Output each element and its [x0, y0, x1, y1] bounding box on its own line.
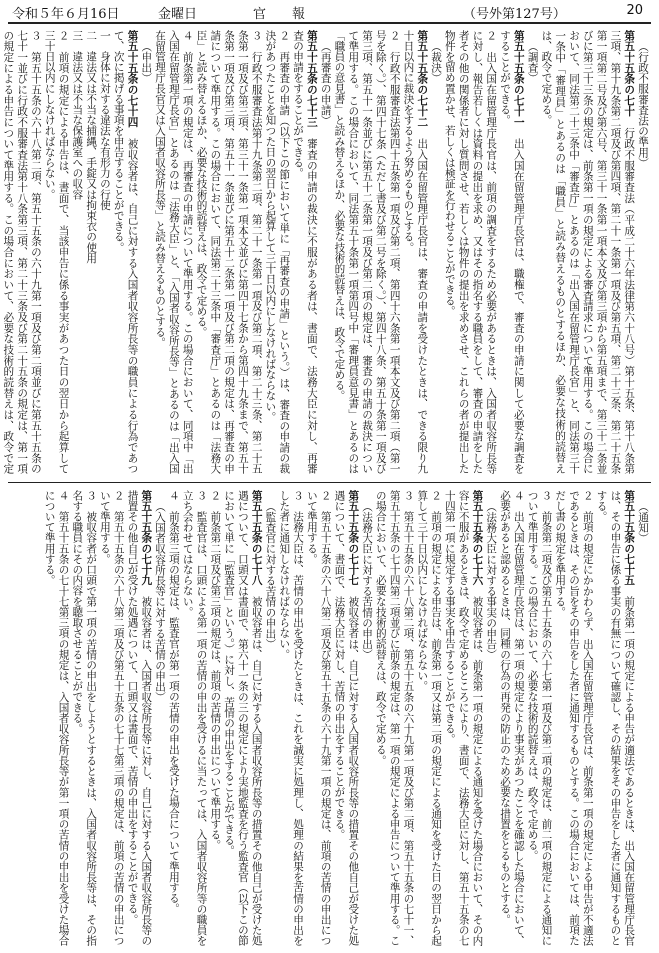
- article: [290, 30, 318, 474]
- paragraph: 二 違法又は不当な捕縄、手錠又は拘束衣の使用: [85, 30, 98, 264]
- top-section-text: [2, 30, 649, 474]
- article-text: 出入国在留管理庁長官は、職権で、審査の申請に関して必要な調査をすることができる。: [499, 30, 525, 474]
- paragraph: ２ 行政不服審査法第四十五条第一項及び第二項、第四十六条第一項本文及び第二項（第一号を除く。）、第四十七条（ただし書及び第二号を除く。）、第四十八条、第五十条第一項及び第三項、第五十一条並びに第五十二条第一項及び第二項の規定は、審査の申請の裁決について準用する。この場合において、同法第五十条第一項第四号中「審理員意見書」とあるのは「職員の意見書」と読み替えるほか、必要な技術的読替えは、政令で定める。: [333, 30, 401, 474]
- paragraph: ２ 前条第二項及び第三項の規定は、前項の苦情の申出について準用する。: [209, 490, 222, 851]
- article-number: 第五十五条の七十九: [140, 490, 153, 586]
- article: [125, 490, 153, 946]
- paragraph: 三 違法又は不当な保護室への収容: [71, 30, 84, 200]
- article-number: 第五十五条の七十五: [623, 490, 636, 586]
- paragraph: ２ 出入国在留管理庁長官は、前項の調査をするため必要があるときは、入国者収容所長等に対し、報告若しくは資料の提出を求め、又はその指名する職員をして、審査の申請をした者その他の関係者に対し質問させ、若しくは物件の提出を求めさせ、これらの者が提出した物件を留め置かせ、若しくは検証を行わせることができる。: [443, 30, 498, 474]
- article-text: 審査の申請の裁決に不服がある者は、書面で、法務大臣に対し、再審査の申請をすることができる。: [292, 30, 318, 474]
- paragraph: 一 身体に対する違法な有形力の行使: [98, 30, 111, 211]
- article-number: 第五十五条の七十二: [416, 30, 429, 128]
- article-caption: （法務大臣に対する苦情の申出）: [361, 500, 374, 660]
- header-date: 令和５年６月16日: [12, 7, 120, 22]
- article-text: 前条第一項の規定による申告が適法であるときは、出入国在留管理庁長官は、その申告に係る事実の有無について確認し、その結果をその申告をした者に通知するものとする。: [595, 490, 636, 947]
- article-caption: （行政不服審査法の準用）: [637, 40, 649, 168]
- header-title: 官報: [253, 7, 332, 22]
- article-caption: （再審査の申請）: [319, 40, 332, 126]
- article-text: 被収容者は、自己に対する入国者収容所長等の措置その他自己が受けた処遇について、書面で、法務大臣に対し、苦情の申出をすることができる。: [333, 490, 360, 947]
- article-caption: （法務大臣に対する事実の申告）: [485, 500, 498, 660]
- paragraph: ２ 前項の規定にかかわらず、出入国在留管理庁長官は、前条第一項の規定による申告が不適法であるときは、その旨をその申告をした者に通知するものとする。この場合においては、前項ただし書の規定を準用する。: [554, 490, 594, 946]
- paragraph: ２ 前項の規定による申告は、前条第一項又は第二項の規定による通知を受けた日の翌日から起算して三十日以内にしなければならない。: [416, 490, 443, 946]
- article-text: 行政不服審査法（平成二十六年法律第六十八号）第十五条、第十八条第三項、第十九条第二項及び第四項、第二十一条第一項及び第五項、第二十三条、第二十五条第一項第二号及び第六号、第三十一条第一項本文及び第三項から第五項まで、第三十二条並びに第三十三条の規定は、前条第一項の規定による審査請求について準用する。この場合において、同法第二十三条中「審査庁」とあるのは「出入国在留管理庁長官」と、同法第三十一条中「審理員」とあるのは「職員」と読み替えるものとするほか、必要な技術的読替えは、政令で定める。: [540, 30, 636, 474]
- article: [594, 490, 635, 946]
- article: [401, 30, 429, 474]
- article-number: 第五十五条の七十八: [250, 490, 263, 586]
- section-divider: [8, 482, 651, 483]
- paragraph: ３ 行政不服審査法第十九条第二項、第二十一条第一項及び第二項、第二十三条、第二十五条第一項及び第三項、第三十一条第一項本文並びに第四十七条から第四十九条まで、第五十条第一項及び第三項、第五十一条並びに第五十二条第一項及び第二項の規定は、再審査の申請について準用する。この場合において、同法第二十三条中「審査庁」とあるのは「法務大臣」と読み替えるほか、必要な技術的読替えは、政令で定める。: [195, 30, 263, 474]
- article-text: 被収容者は、入国者収容所長等に対し、自己に対する入国者収容所長等の措置その他自己が受けた処遇について、口頭又は書面で、苦情の申出をすることができる。: [126, 490, 153, 947]
- paragraph: ３ 法務大臣は、苦情の申出を受けたときは、これを誠実に処理し、処理の結果を苦情の申出をした者に通知しなければならない。: [278, 490, 305, 946]
- article-caption: （調査）: [526, 40, 539, 83]
- paragraph: ４ 第五十五条の七十七第三項の規定は、入国者収容所長等が第一項の苦情の申出を受けた場合について準用する。: [43, 490, 70, 946]
- paragraph: ３ 第五十五条の六十八第二項、第五十五条の六十九第一項及び第二項、第五十五条の七十一、第五十五条の七十四第二項並びに前条の規定は、第一項の規定による申告について準用する。この場合において、必要な技術的読替えは、政令で定める。: [374, 490, 415, 946]
- article: [221, 490, 262, 946]
- article: [497, 30, 525, 474]
- article-caption: （申出）: [140, 40, 153, 83]
- paragraph: ４ 前条第一項の規定は、再審査の申請について準用する。この場合において、同項中「出入国在留管理庁長官」とあるのは「法務大臣」と、「入国者収容所長等」とあるのは「出入国在留管理庁長官又は入国者収容所長等」と読み替えるものとする。: [154, 30, 194, 474]
- header-weekday: 金曜日: [158, 7, 198, 22]
- article: [332, 490, 360, 946]
- paragraph: ３ 監査官は、口頭による第一項の苦情の申出を受けるに当たっては、入国者収容所等の職員を立ち会わせてはならない。: [181, 490, 208, 946]
- article-caption: （入国者収容所長等に対する苦情の申出）: [154, 500, 167, 702]
- paragraph: ２ 第五十五条の六十八第二項及び第五十五条の七十七第三項の規定は、前項の苦情の申出について準用する。: [98, 490, 125, 946]
- article-number: 第五十五条の七十六: [471, 490, 484, 586]
- article-caption: （裁決）: [430, 40, 443, 83]
- article-caption: （監査官に対する苦情の申出）: [264, 500, 277, 649]
- paragraph: ２ 再審査の申請（以下この節において単に「再審査の申請」という。）は、審査の申請の裁決があつたことを知つた日の翌日から起算して三十日以内にしなければならない。: [264, 30, 291, 474]
- paragraph: ３ 被収容者が口頭で第一項の苦情の申出をしようとするときは、入国者収容所長等は、その指名する職員にその内容を聴取させることができる。: [71, 490, 98, 946]
- paragraph: ４ 出入国在留管理庁長官は、第一項の規定により事実があつたことを確認した場合において、必要があると認めるときは、同種の行為の再発の防止のため必要な措置をとるものとする。: [499, 490, 525, 946]
- article: [442, 490, 483, 946]
- page-header: [8, 0, 651, 22]
- article-caption: （通知）: [637, 500, 649, 543]
- article-number: 第五十五条の七十一: [512, 30, 525, 128]
- article-text: 被収容者は、自己に対する入国者収容所長等の措置その他自己が受けた処遇について、口頭又は書面で、第六十一条の三の規定により実地監査を行う監査官（以下この節において単に「監査官」という。）に対し、苦情の申出をすることができる。: [223, 490, 263, 947]
- paragraph: ３ 前条第二項及び第五十五条の六十七第一項及び第二項の規定は、前二項の規定による通知について準用する。この場合において、必要な技術的読替えは、政令で定める。: [526, 490, 553, 946]
- paragraph: ３ 第五十五条の六十八第二項、第五十五条の六十九第一項及び第二項並びに第五十五条の七十一並びに行政不服審査法第十八条第三項、第二十三条及び第二十五条の規定は、第一項の規定による申告について準用する。この場合において、必要な技術的読替えは、政令で定: [2, 30, 42, 474]
- article-text: 出入国在留管理庁長官は、審査の申請を受けたときは、できる限り九十日以内に裁決をするよう努めるものとする。: [402, 30, 429, 474]
- paragraph: ４ 前条第三項の規定は、監査官が第一項の苦情の申出を受けた場合について準用する。: [167, 490, 180, 914]
- paragraph: ２ 第五十五条の六十八第二項及び第五十五条の六十九第一項の規定は、前項の苦情の申出について準用する。: [305, 490, 332, 946]
- article-text: 被収容者は、自己に対する入国者収容所長等の職員による行為であつて、次に掲げる事項を申告することができる。: [112, 30, 139, 474]
- header-rule: [8, 22, 651, 24]
- page-number: 20: [626, 3, 643, 18]
- paragraph: ２ 前項の規定による申告は、書面で、当該申告に係る事実があつた日の翌日から起算して三十日以内にしなければならない。: [43, 30, 70, 474]
- article: [539, 30, 636, 474]
- article-number: 第五十五条の七十三: [305, 30, 318, 128]
- article-number: 第五十五条の七十: [623, 30, 636, 117]
- article-text: 被収容者は、前条第一項の規定による通知を受けた場合において、その内容に不服があるときは、政令で定めるところにより、書面で、法務大臣に対し、第五十五条の七十四第一項に規定する事実を申告することができる。: [443, 490, 484, 947]
- article-number: 第五十五条の七十七: [347, 490, 360, 586]
- bottom-section-text: [10, 490, 649, 946]
- header-issue: （号外第127号）: [463, 7, 566, 22]
- article-number: 第五十五条の七十四: [126, 30, 139, 128]
- article: [111, 30, 139, 474]
